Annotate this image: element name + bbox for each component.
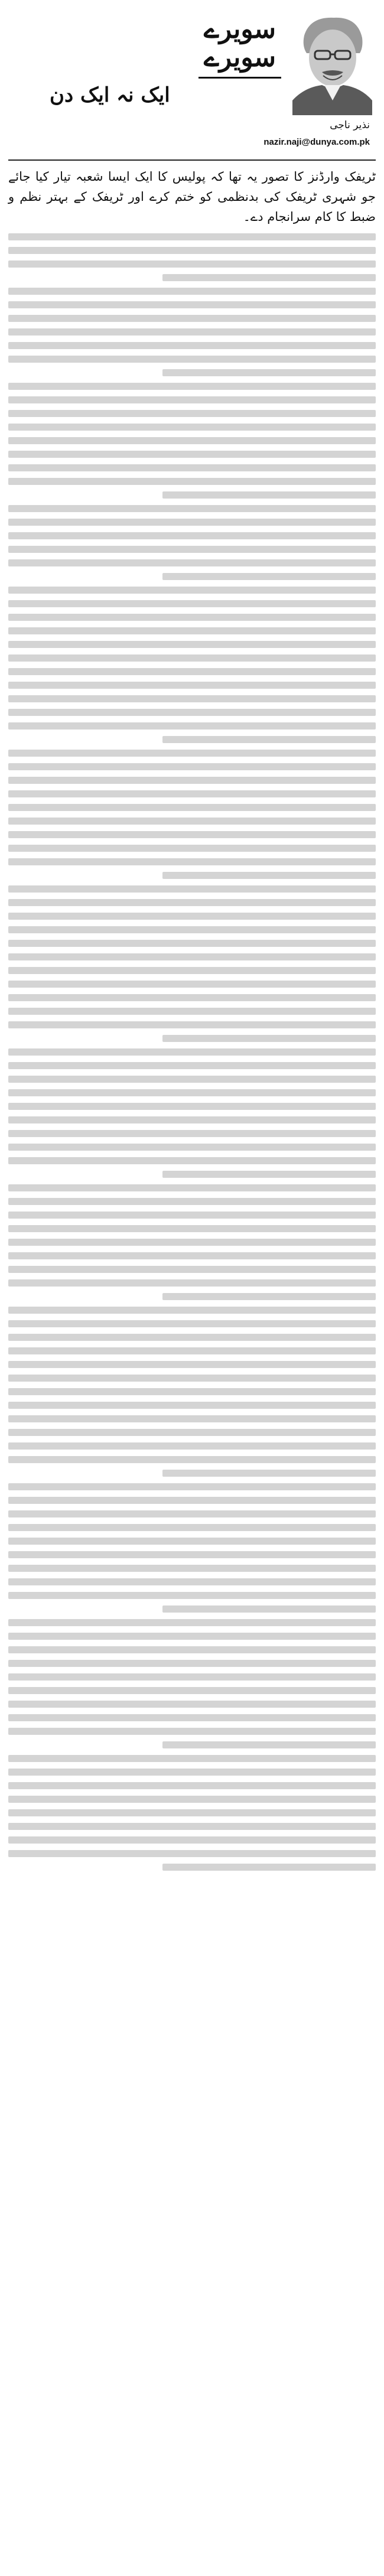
illegible-text-line [8,1415,376,1422]
illegible-text-line [8,233,376,240]
illegible-text-line [8,1239,376,1246]
illegible-text-line [8,1796,376,1803]
column-brand [193,15,287,79]
illegible-text-line [8,1320,376,1327]
illegible-paragraph [8,1184,376,1300]
illegible-text-line [8,1782,376,1789]
illegible-text-line [8,1510,376,1517]
illegible-text-line [8,1769,376,1776]
illegible-text-line [8,981,376,988]
illegible-text-line [8,1307,376,1314]
illegible-text-line [8,763,376,770]
illegible-text-line [8,1375,376,1382]
illegible-text-line [8,1619,376,1626]
illegible-text-line [8,722,376,730]
column-header [8,12,376,161]
illegible-text-line [162,573,376,580]
illegible-text-line [8,546,376,553]
illegible-text-line [8,1116,376,1123]
illegible-text-line [8,1633,376,1640]
illegible-text-line [8,396,376,403]
illegible-text-line [8,818,376,825]
brand-underline [198,77,281,79]
illegible-text-line [8,682,376,689]
illegible-text-line [8,478,376,485]
illegible-text-line [8,777,376,784]
illegible-text-line [8,831,376,838]
illegible-text-line [8,532,376,539]
illegible-text-line [8,1347,376,1354]
illegible-text-line [8,301,376,308]
illegible-text-line [8,260,376,268]
illegible-text-line [8,1646,376,1653]
illegible-text-line [8,695,376,702]
author-portrait [292,12,372,115]
illegible-text-line [8,437,376,444]
illegible-text-line [8,1130,376,1137]
illegible-paragraph [8,288,376,376]
illegible-text-line [162,491,376,499]
illegible-paragraph [8,1483,376,1613]
article-body [8,167,376,1877]
illegible-text-line [8,1103,376,1110]
illegible-text-line [8,1497,376,1504]
illegible-text-line [8,288,376,295]
illegible-text-line [8,1442,376,1450]
illegible-text-line [8,1714,376,1721]
illegible-text-line [162,369,376,376]
illegible-text-line [8,1008,376,1015]
illegible-text-line [8,315,376,322]
illegible-text-line [162,1171,376,1178]
illegible-text-line [162,736,376,743]
illegible-text-line [8,1592,376,1599]
illegible-text-line [8,342,376,349]
author-email[interactable]: nazir.naji@dunya.com.pk [263,137,370,147]
illegible-text-line [8,600,376,607]
illegible-text-line [8,641,376,648]
illegible-paragraph [8,1619,376,1748]
illegible-text-line [8,994,376,1001]
illegible-text-line [8,1402,376,1409]
illegible-text-line [8,1850,376,1857]
illegible-paragraph [8,587,376,743]
illegible-text-line [162,274,376,281]
illegible-text-line [8,790,376,797]
illegible-text-line [8,505,376,512]
illegible-text-line [8,1538,376,1545]
illegible-text-line [8,328,376,336]
illegible-text-line [8,1809,376,1816]
illegible-text-line [8,1062,376,1069]
illegible-text-line [8,1565,376,1572]
illegible-text-line [8,1076,376,1083]
illegible-text-line [8,1524,376,1531]
illegible-text-line [8,1361,376,1368]
illegible-text-line [8,668,376,675]
illegible-text-line [162,872,376,879]
illegible-text-line [8,1578,376,1585]
illegible-paragraph [8,750,376,879]
illegible-text-line [8,1266,376,1273]
illegible-text-line [8,953,376,960]
illegible-text-line [8,1279,376,1287]
illegible-text-line [8,464,376,471]
illegible-text-line [8,1198,376,1205]
illegible-text-line [8,1252,376,1259]
illegible-text-line [162,1864,376,1871]
illegible-text-line [8,913,376,920]
illegible-paragraph [8,885,376,1042]
illegible-text-line [8,1483,376,1490]
illegible-text-line [8,383,376,390]
illegible-text-line [8,885,376,893]
illegible-paragraph [8,505,376,580]
illegible-text-line [8,926,376,933]
illegible-text-line [8,804,376,811]
author-name: نذیر ناجی [330,119,370,131]
illegible-text-line [8,1687,376,1694]
illegible-text-line [8,1089,376,1096]
illegible-text-line [8,1157,376,1164]
illegible-text-line [8,1212,376,1219]
illegible-text-line [8,587,376,594]
illegible-text-line [8,1388,376,1395]
illegible-paragraph [8,383,376,499]
illegible-text-line [8,1048,376,1056]
author-portrait-image [292,12,372,115]
column-brand-name: سویرے سویرے [204,14,276,73]
article-paragraph: ٹریفک وارڈنز کا تصور یہ تھا کہ پولیس کا ایک ایسا شعبہ تیار کیا جائے جو شہری ٹریفک کی بدنظمی کو ختم کرے اور ٹریفک کے بہتر نظم و ضبط کا کام سرانجام دے۔ [8,170,376,224]
illegible-text-line [8,356,376,363]
illegible-text-line [8,559,376,566]
illegible-text-line [8,709,376,716]
illegible-paragraph [8,1755,376,1871]
illegible-text-line [8,967,376,974]
illegible-text-line [8,1184,376,1191]
illegible-text-line [162,1293,376,1300]
column-title: ایک نہ ایک دن [50,83,170,107]
illegible-paragraph [8,233,376,281]
illegible-text-line [162,1035,376,1042]
illegible-text-line [8,451,376,458]
illegible-text-line [8,654,376,662]
illegible-text-line [8,1673,376,1681]
illegible-text-line [8,1728,376,1735]
illegible-text-line [8,1823,376,1830]
illegible-text-line [8,845,376,852]
illegible-text-line [8,1225,376,1232]
illegible-text-line [8,1429,376,1436]
illegible-text-line [162,1741,376,1748]
illegible-paragraph [8,1307,376,1477]
illegible-text-line [8,519,376,526]
illegible-text-region [8,233,376,1871]
illegible-text-line [162,1605,376,1613]
illegible-text-line [8,940,376,947]
illegible-text-line [8,424,376,431]
illegible-text-line [8,1551,376,1558]
illegible-text-line [8,247,376,254]
illegible-text-line [8,627,376,634]
illegible-paragraph [8,1048,376,1178]
illegible-text-line [8,1456,376,1463]
illegible-text-line [8,899,376,906]
illegible-text-line [8,750,376,757]
illegible-text-line [8,410,376,417]
illegible-text-line [8,614,376,621]
illegible-text-line [162,1470,376,1477]
illegible-text-line [8,858,376,865]
illegible-text-line [8,1144,376,1151]
illegible-text-line [8,1755,376,1762]
illegible-text-line [8,1021,376,1028]
illegible-text-line [8,1701,376,1708]
illegible-text-line [8,1334,376,1341]
illegible-text-line [8,1660,376,1667]
illegible-text-line [8,1836,376,1844]
